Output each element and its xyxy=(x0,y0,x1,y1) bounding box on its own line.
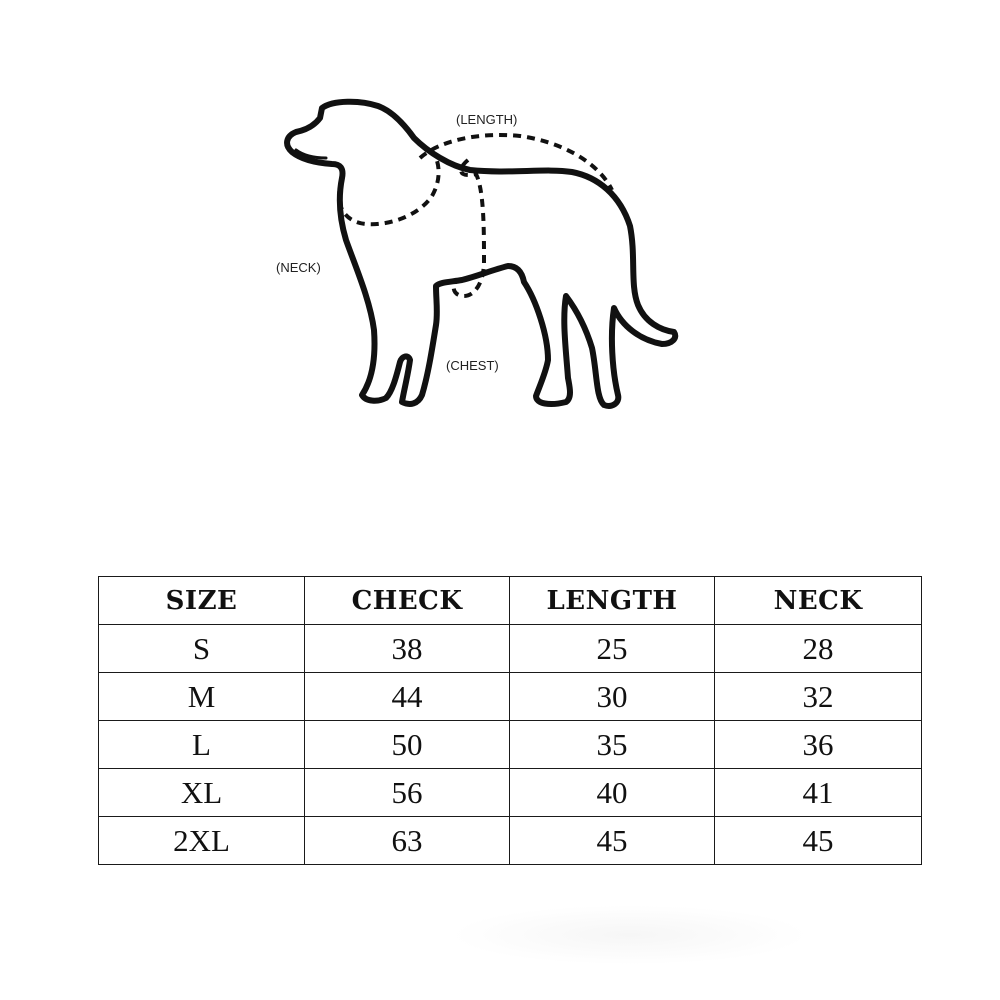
check-cell: 63 xyxy=(305,817,510,865)
header-length: LENGTH xyxy=(510,577,715,625)
table-header-row xyxy=(99,577,922,625)
header-check: CHECK xyxy=(305,577,510,625)
neck-cell: 45 xyxy=(715,817,922,865)
table-row xyxy=(99,817,922,865)
table-row xyxy=(99,769,922,817)
check-cell: 38 xyxy=(305,625,510,673)
neck-cell: 41 xyxy=(715,769,922,817)
length-cell: 35 xyxy=(510,721,715,769)
neck-cell: 32 xyxy=(715,673,922,721)
size-cell: XL xyxy=(99,769,305,817)
table-row xyxy=(99,673,922,721)
size-chart-table xyxy=(98,576,922,865)
check-cell: 44 xyxy=(305,673,510,721)
neck-cell: 28 xyxy=(715,625,922,673)
length-cell: 30 xyxy=(510,673,715,721)
length-label: (LENGTH) xyxy=(456,112,518,127)
header-size: SIZE xyxy=(99,577,305,625)
check-cell: 56 xyxy=(305,769,510,817)
neck-label: (NECK) xyxy=(276,260,321,275)
background-smudge xyxy=(450,905,810,965)
table-row xyxy=(99,625,922,673)
length-cell: 40 xyxy=(510,769,715,817)
neck-cell: 36 xyxy=(715,721,922,769)
size-cell: S xyxy=(99,625,305,673)
header-neck: NECK xyxy=(715,577,922,625)
size-cell: L xyxy=(99,721,305,769)
length-cell: 25 xyxy=(510,625,715,673)
size-cell: 2XL xyxy=(99,817,305,865)
neck-dashed-line xyxy=(339,158,439,224)
chest-label: (CHEST) xyxy=(446,358,499,373)
length-cell: 45 xyxy=(510,817,715,865)
table-row xyxy=(99,721,922,769)
check-cell: 50 xyxy=(305,721,510,769)
dog-measurement-diagram xyxy=(0,0,1000,470)
size-cell: M xyxy=(99,673,305,721)
dog-outline-svg xyxy=(0,0,1000,470)
